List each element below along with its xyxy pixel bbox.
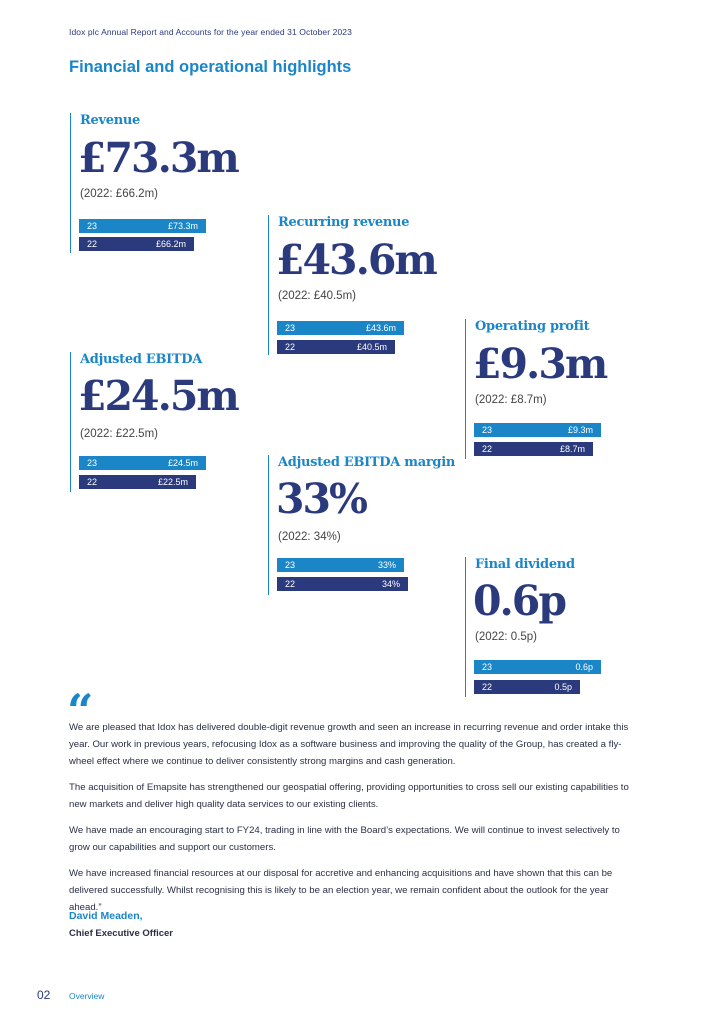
metric-label: Final dividend xyxy=(475,557,575,572)
metric-prior-year: (2022: £66.2m) xyxy=(80,188,158,200)
metric-label: Adjusted EBITDA xyxy=(80,352,203,367)
metric-prior-year: (2022: £40.5m) xyxy=(278,290,356,302)
quote-author-role: Chief Executive Officer xyxy=(69,928,174,939)
bar-current-year xyxy=(474,660,601,674)
bar-current-year xyxy=(277,321,404,335)
quote-author: David Meaden, xyxy=(69,910,143,922)
bar-value: £43.6m xyxy=(365,323,396,333)
bar-prior-year xyxy=(79,237,194,251)
bar-value: £9.3m xyxy=(567,425,593,435)
metric-divider xyxy=(70,113,71,253)
bar-value: £40.5m xyxy=(356,342,387,352)
metric-value: £43.6m xyxy=(276,236,436,284)
bar-value: £22.5m xyxy=(157,477,188,487)
metric-value: £73.3m xyxy=(78,134,238,182)
metric-divider xyxy=(465,557,466,697)
bar-value: 33% xyxy=(377,560,396,570)
metric-value: 0.6p xyxy=(473,577,565,625)
metric-prior-year: (2022: £8.7m) xyxy=(475,394,547,406)
bar-year: 22 xyxy=(482,444,493,454)
metric-value: £24.5m xyxy=(78,372,238,420)
quote-mark-icon: “ xyxy=(67,684,94,738)
metric-divider xyxy=(465,319,466,459)
metric-label: Recurring revenue xyxy=(278,215,410,230)
bar-prior-year xyxy=(277,340,395,354)
metric-prior-year: (2022: 0.5p) xyxy=(475,631,538,643)
page-number: 02 xyxy=(37,988,51,1002)
metric-value: £9.3m xyxy=(473,340,607,388)
metric-prior-year: (2022: 34%) xyxy=(278,531,341,543)
bar-year: 23 xyxy=(482,425,493,435)
bar-value: £24.5m xyxy=(167,458,198,468)
bar-year: 22 xyxy=(87,477,98,487)
metric-prior-year: (2022: £22.5m) xyxy=(80,428,158,440)
metric-divider xyxy=(268,215,269,355)
bar-year: 23 xyxy=(285,323,296,333)
bar-current-year xyxy=(79,219,206,233)
bar-year: 23 xyxy=(482,662,493,672)
bar-prior-year xyxy=(79,475,196,489)
bar-value: £8.7m xyxy=(559,444,585,454)
page-title: Financial and operational highlights xyxy=(69,58,352,76)
bar-year: 22 xyxy=(87,239,98,249)
metric-divider xyxy=(268,455,269,595)
bar-value: 0.5p xyxy=(554,682,572,692)
bar-prior-year xyxy=(474,680,580,694)
bar-year: 23 xyxy=(87,458,98,468)
metric-label: Adjusted EBITDA margin xyxy=(278,455,455,470)
metric-label: Operating profit xyxy=(475,319,590,334)
bar-prior-year xyxy=(474,442,593,456)
bar-year: 23 xyxy=(285,560,296,570)
bar-year: 22 xyxy=(285,342,296,352)
bar-prior-year xyxy=(277,577,408,591)
quote-paragraph: The acquisition of Emapsite has strengthened our geospatial offering, providing opportunities to cross sell our existing capabilities to new markets and deliver high quality data services to our existing clients. xyxy=(69,782,629,810)
section-link[interactable]: Overview xyxy=(69,991,105,1001)
bar-current-year xyxy=(79,456,206,470)
quote-paragraph: We have made an encouraging start to FY24, trading in line with the Board’s expectations. We will continue to invest selectively to grow our capabilities and support our customers. xyxy=(69,825,620,853)
bar-value: 34% xyxy=(381,579,400,589)
bar-value: £73.3m xyxy=(167,221,198,231)
metric-divider xyxy=(70,352,71,492)
quote-paragraph: We have increased financial resources at our disposal for accretive and enhancing acquisitions and have shown that this can be delivered successfully. Whilst recognising this is likely to be an election year, we remain confident about the outlook for the year ahead.” xyxy=(69,868,613,913)
bar-value: £66.2m xyxy=(155,239,186,249)
bar-current-year xyxy=(277,558,404,572)
bar-value: 0.6p xyxy=(575,662,593,672)
bar-year: 22 xyxy=(482,682,493,692)
running-header: Idox plc Annual Report and Accounts for the year ended 31 October 2023 xyxy=(69,27,352,37)
bar-current-year xyxy=(474,423,601,437)
metric-label: Revenue xyxy=(80,113,140,128)
bar-year: 23 xyxy=(87,221,98,231)
bar-year: 22 xyxy=(285,579,296,589)
metric-value: 33% xyxy=(276,475,367,523)
ceo-quote xyxy=(69,719,639,925)
quote-paragraph: We are pleased that Idox has delivered double-digit revenue growth and seen an increase in recurring revenue and order intake this year. Our work in previous years, refocusing Idox as a software business and improving the quality of the Group, has created a fly-wheel effect where we continue to deliver consistently strong margins and cash generation. xyxy=(69,722,629,767)
